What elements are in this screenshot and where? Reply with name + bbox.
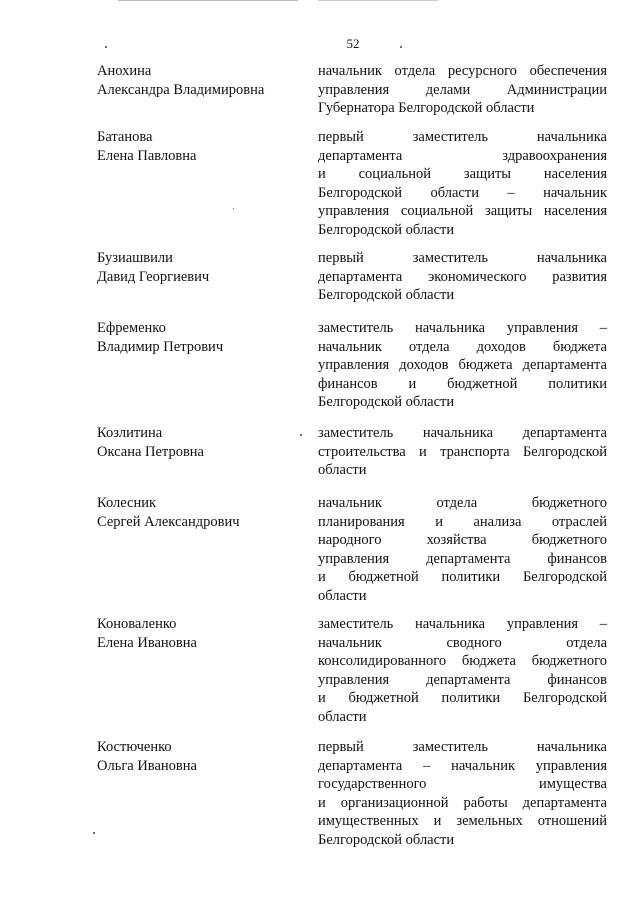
page-number: 52 <box>346 36 360 51</box>
person-name <box>97 494 297 531</box>
position-line: начальник отдела бюджетного <box>318 495 607 511</box>
position-line: управления департамента финансов <box>318 550 607 567</box>
position-line: начальник отдела доходов бюджета <box>318 338 607 355</box>
surname: Батанова <box>97 129 153 145</box>
given-names: Владимир Петрович <box>97 338 224 355</box>
position-line: первый заместитель начальника <box>318 739 607 755</box>
scan-speck <box>93 832 95 834</box>
person-name <box>97 62 297 99</box>
given-names: Александра Владимировна <box>97 81 265 98</box>
position-line: заместитель начальника управления – <box>318 616 607 632</box>
position-line: управления социальной защиты населения <box>318 203 607 219</box>
position-line: Белгородской области <box>318 831 455 848</box>
position-description <box>318 319 607 412</box>
position-line: департамента – начальник управления <box>318 757 607 774</box>
position-line: народного хозяйства бюджетного <box>318 532 607 548</box>
surname: Колесник <box>97 495 157 511</box>
position-line: области <box>318 462 367 478</box>
position-line: области <box>318 708 367 725</box>
position-line: начальник отдела ресурсного обеспечения <box>318 63 607 79</box>
position-description <box>318 494 607 605</box>
position-line: и бюджетной политики Белгородской <box>318 569 607 585</box>
scan-speck <box>300 434 302 436</box>
position-line: финансов и бюджетной политики <box>318 375 607 392</box>
surname: Коноваленко <box>97 616 177 632</box>
position-line: управления департамента финансов <box>318 671 607 688</box>
position-line: планирования и анализа отраслей <box>318 513 607 530</box>
position-line: заместитель начальника управления – <box>318 320 607 336</box>
given-names: Елена Павловна <box>97 147 197 164</box>
scan-speck <box>400 46 402 48</box>
position-line: области <box>318 587 367 604</box>
surname: Костюченко <box>97 739 172 755</box>
given-names: Сергей Александрович <box>97 513 240 530</box>
scan-speck <box>233 208 234 209</box>
position-line: управления делами Администрации <box>318 81 607 98</box>
position-line: управления доходов бюджета департамента <box>318 357 607 373</box>
position-line: Белгородской области <box>318 221 455 238</box>
scan-edge-line <box>118 0 298 1</box>
given-names: Оксана Петровна <box>97 443 204 460</box>
position-line: и организационной работы департамента <box>318 794 607 811</box>
person-name <box>97 424 297 461</box>
scan-speck <box>105 46 107 48</box>
position-line: Губернатора Белгородской области <box>318 100 535 116</box>
position-description <box>318 249 607 305</box>
person-name <box>97 615 297 652</box>
position-line: заместитель начальника департамента <box>318 425 607 441</box>
position-line: департамента здравоохранения <box>318 147 607 164</box>
surname: Ефременко <box>97 320 166 336</box>
position-line: первый заместитель начальника <box>318 250 607 266</box>
position-line: начальник сводного отдела <box>318 634 607 651</box>
surname: Козлитина <box>97 425 163 441</box>
position-line: и социальной защиты населения <box>318 166 607 182</box>
position-line: первый заместитель начальника <box>318 129 607 145</box>
position-line: консолидированного бюджета бюджетного <box>318 653 607 669</box>
person-name <box>97 128 297 165</box>
position-line: и бюджетной политики Белгородской <box>318 690 607 706</box>
position-line: департамента экономического развития <box>318 268 607 285</box>
given-names: Ольга Ивановна <box>97 757 197 774</box>
surname: Бузиашвили <box>97 250 173 266</box>
scan-edge-line <box>318 0 438 1</box>
person-name <box>97 738 297 775</box>
position-description <box>318 128 607 239</box>
person-name <box>97 319 297 356</box>
position-description <box>318 62 607 118</box>
surname: Анохина <box>97 63 152 79</box>
position-line: государственного имущества <box>318 776 607 792</box>
position-line: Белгородской области <box>318 287 455 303</box>
position-line: имущественных и земельных отношений <box>318 813 607 829</box>
position-line: Белгородской области <box>318 394 455 410</box>
given-names: Давид Георгиевич <box>97 268 210 285</box>
position-description <box>318 738 607 849</box>
position-line: Белгородской области – начальник <box>318 184 607 201</box>
position-line: строительства и транспорта Белгородской <box>318 443 607 460</box>
position-description <box>318 615 607 726</box>
position-description <box>318 424 607 480</box>
person-name <box>97 249 297 286</box>
given-names: Елена Ивановна <box>97 634 197 651</box>
